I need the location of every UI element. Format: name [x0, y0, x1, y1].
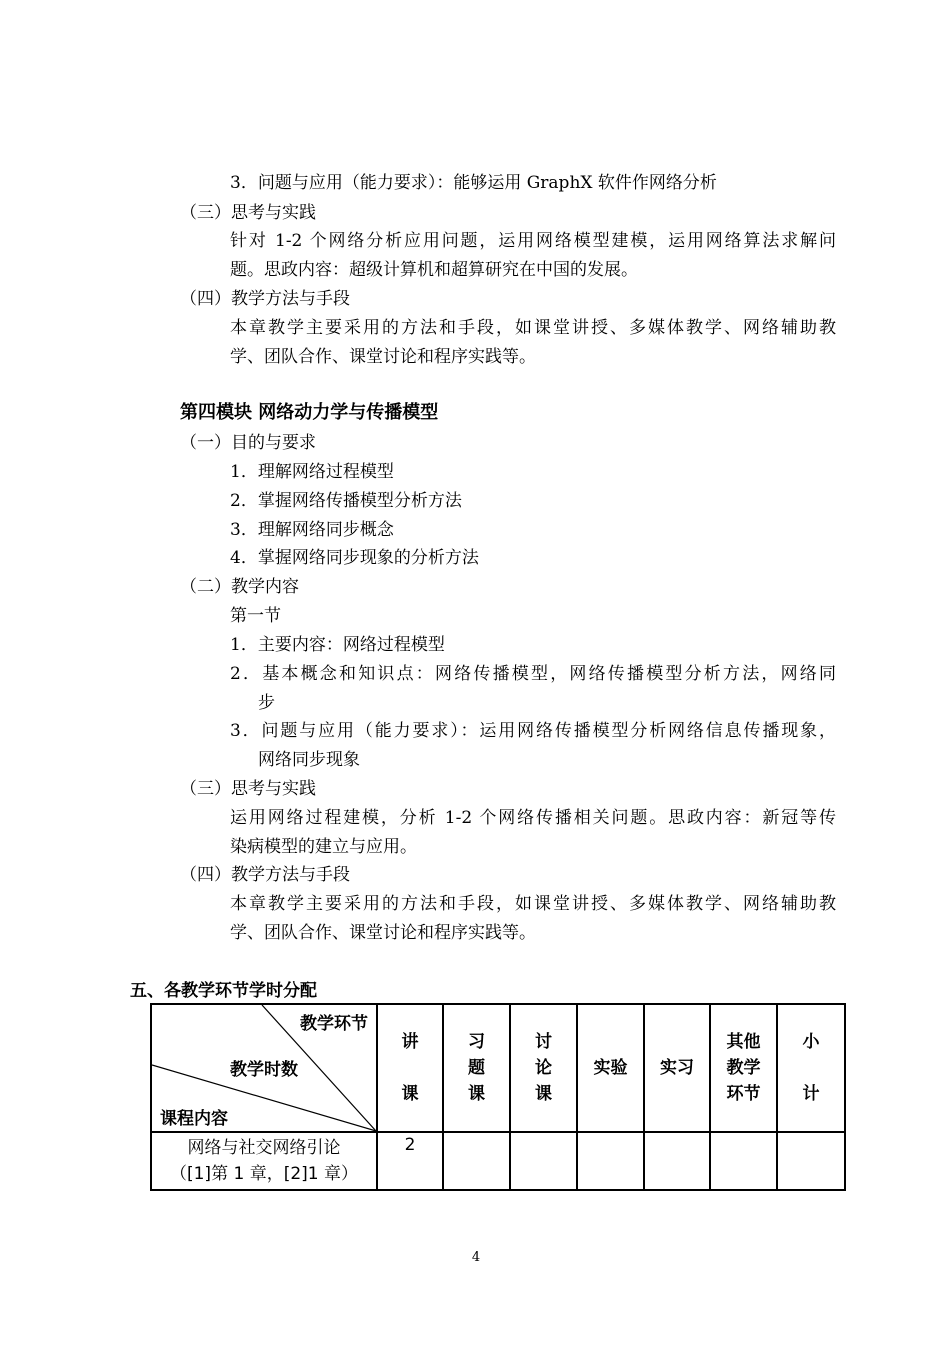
section-5-title: 五、各教学环节学时分配 [130, 981, 317, 1001]
page-number: 4 [471, 1250, 481, 1265]
goal-item: 1．理解网络过程模型 [230, 462, 394, 482]
content-item-3-line1: 3．问题与应用（能力要求）：运用网络传播模型分析网络信息传播现象， [230, 721, 836, 741]
section-3-text-line1: 针对 1-2 个网络分析应用问题，运用网络模型建模，运用网络算法求解问 [230, 231, 836, 251]
header-teaching-hours: 教学时数 [230, 1060, 298, 1080]
m4-section-4-line1: 本章教学主要采用的方法和手段，如课堂讲授、多媒体教学、网络辅助教 [230, 894, 836, 914]
table-row [151, 1132, 845, 1190]
header-course-content: 课程内容 [160, 1109, 228, 1129]
m4-section-4-line2: 学、团队合作、课堂讨论和程序实践等。 [230, 923, 536, 943]
m4-section-4-heading: （四）教学方法与手段 [180, 865, 350, 885]
hours-cell [577, 1132, 644, 1190]
column-header: 实验 [577, 1004, 644, 1132]
column-header: 小 计 [777, 1004, 845, 1132]
m4-section-2-heading: （二）教学内容 [180, 577, 299, 597]
hours-allocation-table [150, 1003, 846, 1191]
column-header: 其他 教学 环节 [710, 1004, 777, 1132]
content-item-1: 1．主要内容：网络过程模型 [230, 635, 445, 655]
hours-cell [710, 1132, 777, 1190]
column-header: 习 题 课 [443, 1004, 510, 1132]
goal-item: 4．掌握网络同步现象的分析方法 [230, 548, 479, 568]
column-header: 讨 论 课 [510, 1004, 577, 1132]
m4-section-1-heading: （一）目的与要求 [180, 433, 316, 453]
content-item-2-line1: 2．基本概念和知识点：网络传播模型，网络传播模型分析方法，网络同 [230, 664, 836, 684]
section-3-heading: （三）思考与实践 [180, 203, 316, 223]
item-3-graphx: 3．问题与应用（能力要求）：能够运用 GraphX 软件作网络分析 [230, 173, 717, 193]
header-teaching-link: 教学环节 [300, 1014, 368, 1034]
goal-item: 3．理解网络同步概念 [230, 520, 394, 540]
section-4-text-line1: 本章教学主要采用的方法和手段，如课堂讲授、多媒体教学、网络辅助教 [230, 318, 836, 338]
column-header: 实习 [644, 1004, 710, 1132]
diagonal-header-cell [151, 1004, 377, 1132]
module-4-title: 第四模块 网络动力学与传播模型 [180, 402, 439, 423]
content-item-2-line2: 步 [258, 693, 275, 713]
m4-section-3-heading: （三）思考与实践 [180, 779, 316, 799]
column-header: 讲 课 [377, 1004, 443, 1132]
section-3-text-line2: 题。思政内容：超级计算机和超算研究在中国的发展。 [230, 260, 638, 280]
hours-cell [644, 1132, 710, 1190]
m4-section-3-line1: 运用网络过程建模，分析 1-2 个网络传播相关问题。思政内容：新冠等传 [230, 808, 836, 828]
content-item-3-line2: 网络同步现象 [258, 750, 360, 770]
table-header-row [151, 1004, 845, 1132]
course-content-cell: 网络与社交网络引论 （[1]第 1 章，[2]1 章） [151, 1132, 377, 1190]
hours-cell [777, 1132, 845, 1190]
m4-section-3-line2: 染病模型的建立与应用。 [230, 837, 417, 857]
goal-item: 2．掌握网络传播模型分析方法 [230, 491, 462, 511]
hours-cell [510, 1132, 577, 1190]
section-4-text-line2: 学、团队合作、课堂讨论和程序实践等。 [230, 347, 536, 367]
hours-cell: 2 [377, 1132, 443, 1190]
section-label: 第一节 [230, 606, 281, 626]
section-4-heading: （四）教学方法与手段 [180, 289, 350, 309]
hours-cell [443, 1132, 510, 1190]
